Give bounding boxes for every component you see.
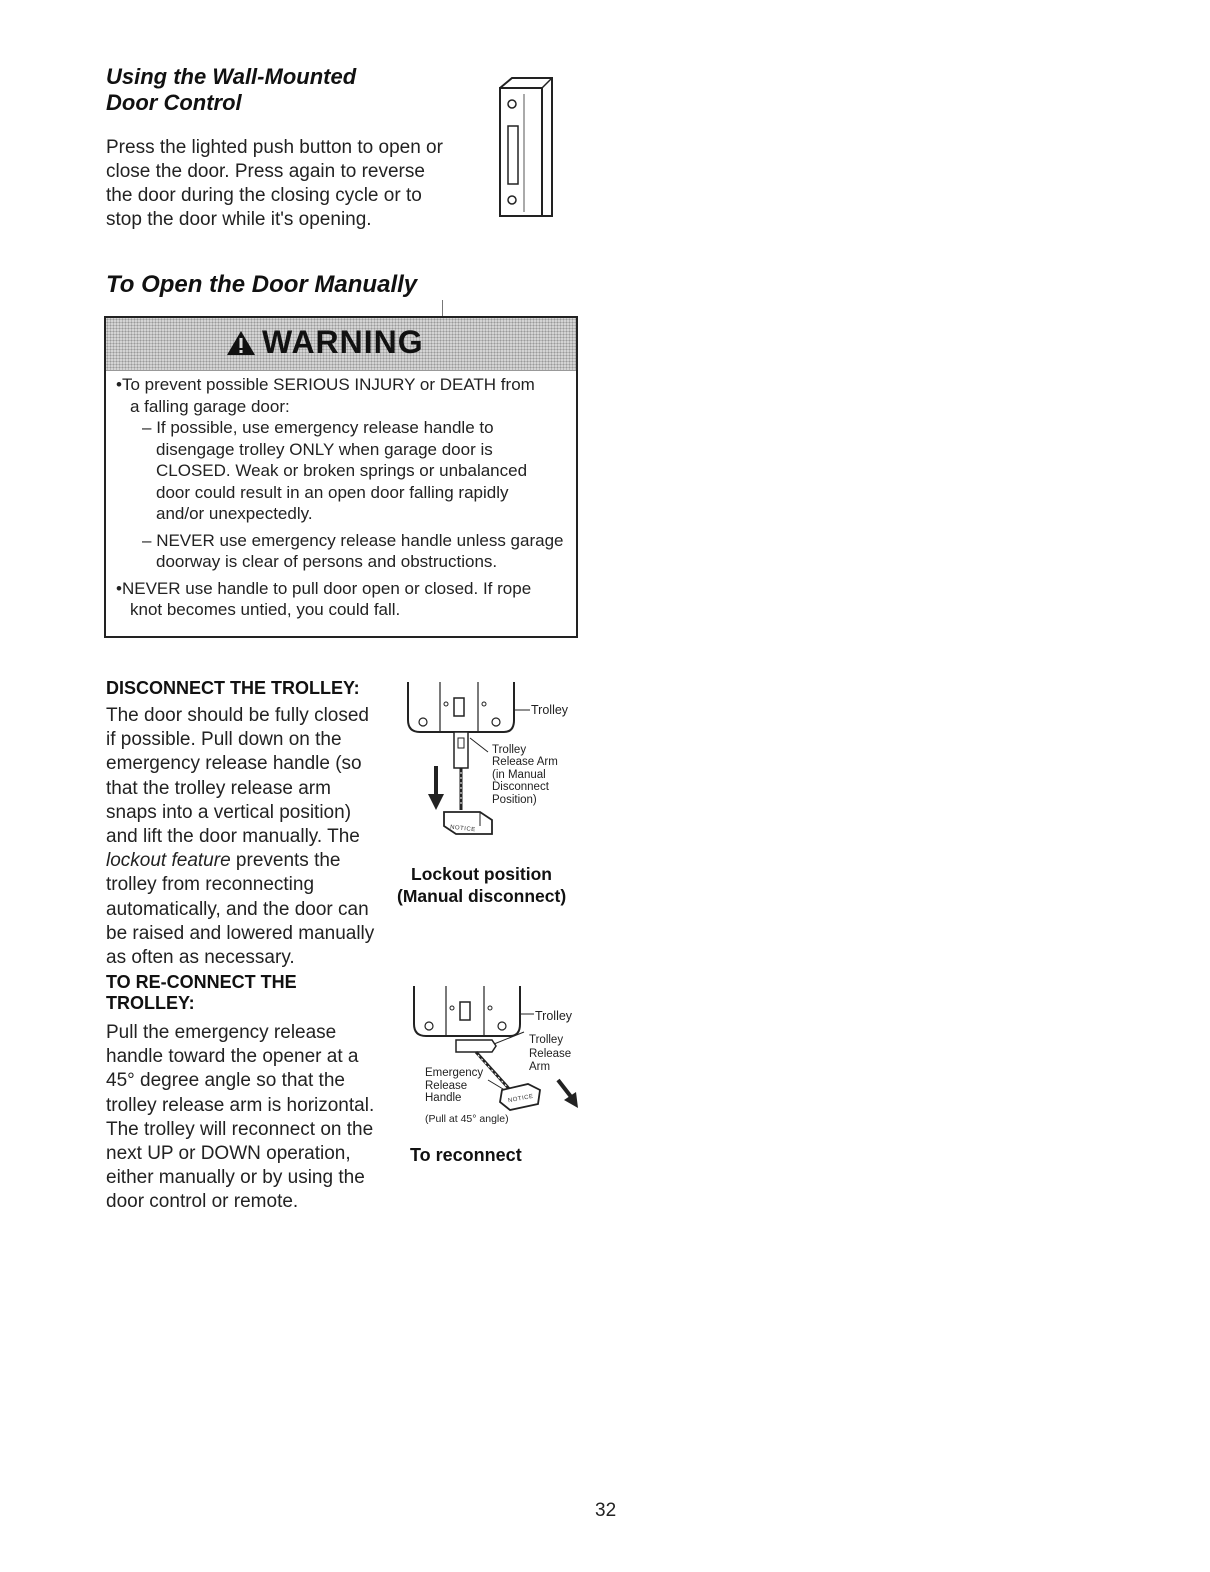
- lockout-handle-text: NOTICE: [449, 824, 476, 834]
- disconnect-line: snaps into a vertical position): [106, 801, 352, 823]
- warning-line: CLOSED. Weak or broken springs or unbalanced: [156, 461, 528, 480]
- bullet-icon: •: [116, 578, 122, 598]
- warning-line: door could result in an open door falling rapidly: [156, 482, 509, 502]
- reconnect-line: trolley release arm is horizontal.: [106, 1094, 375, 1116]
- reconnect-label-handle-line: Handle: [425, 1092, 462, 1104]
- warning-subitem: [116, 530, 566, 573]
- warning-line: and/or unexpectedly.: [156, 504, 313, 523]
- lockout-label-arm: [492, 744, 558, 806]
- reconnect-heading: [106, 972, 297, 1014]
- reconnect-line: next UP or DOWN operation,: [106, 1143, 351, 1165]
- lockout-label-arm-line: (in Manual: [492, 768, 546, 781]
- disconnect-line: if possible. Pull down on the: [106, 729, 342, 751]
- warning-box: [104, 316, 578, 638]
- reconnect-label-trolley: Trolley: [535, 1009, 573, 1023]
- disconnect-line: trolley from reconnecting: [106, 874, 315, 896]
- dash-icon: –: [142, 418, 157, 437]
- reconnect-line: 45° degree angle so that the: [106, 1070, 345, 1092]
- disconnect-text: [106, 704, 374, 970]
- warning-line: To prevent possible SERIOUS INJURY or DEATH from: [121, 375, 535, 394]
- reconnect-handle-text: NOTICE: [507, 1093, 534, 1105]
- lockout-label-arm-line: Disconnect: [492, 781, 549, 794]
- warning-subitem: [116, 417, 566, 525]
- reconnect-label-arm-line: Trolley: [529, 1034, 564, 1046]
- reconnect-label-arm-line: Arm: [529, 1061, 551, 1073]
- disconnect-line: The door should be fully closed: [106, 705, 369, 726]
- wall-control-line: the door during the closing cycle or to: [106, 185, 422, 206]
- wall-control-heading: [106, 64, 356, 116]
- warning-banner: [106, 318, 576, 371]
- warning-line: NEVER use emergency release handle unless garage: [156, 530, 564, 550]
- warning-line: disengage trolley ONLY when garage door is: [156, 439, 493, 459]
- disconnect-line: that the trolley release arm: [106, 777, 331, 799]
- warning-line: doorway is clear of persons and obstructions.: [156, 552, 498, 571]
- heading-rule: [442, 300, 443, 316]
- lockout-caption-line2: (Manual disconnect): [397, 886, 567, 906]
- dash-icon: –: [142, 530, 157, 550]
- reconnect-label-arm: [529, 1034, 571, 1075]
- reconnect-line: either manually or by using the: [106, 1167, 365, 1189]
- wall-control-line: stop the door while it's opening.: [106, 209, 372, 230]
- door-control-illustration: [494, 74, 560, 220]
- wall-control-line: close the door. Press again to reverse: [106, 161, 425, 182]
- disconnect-line-rest: prevents the: [230, 850, 341, 872]
- reconnect-heading-line2: TROLLEY:: [106, 993, 195, 1013]
- warning-title-text: WARNING: [262, 324, 424, 360]
- lockout-feature-term: lockout feature: [106, 850, 231, 872]
- reconnect-line: Pull the emergency release: [106, 1022, 337, 1043]
- lockout-label-arm-line: Release Arm: [492, 756, 558, 769]
- reconnect-label-pull: (Pull at 45° angle): [425, 1113, 509, 1125]
- disconnect-line: be raised and lowered manually: [106, 922, 375, 944]
- wall-control-heading-line2: Door Control: [106, 90, 242, 115]
- wall-control-text: [106, 136, 443, 232]
- reconnect-label-arm-line: Release: [529, 1047, 572, 1060]
- disconnect-line: automatically, and the door can: [106, 898, 369, 920]
- disconnect-line: emergency release handle (so: [106, 753, 362, 775]
- reconnect-label-handle-line: Emergency: [425, 1067, 484, 1079]
- warning-list: [116, 374, 566, 621]
- reconnect-label-handle: [425, 1067, 483, 1105]
- disconnect-heading: DISCONNECT THE TROLLEY:: [106, 678, 360, 698]
- lockout-caption-line1: Lockout position: [411, 864, 552, 884]
- disconnect-line: as often as necessary.: [106, 947, 295, 969]
- warning-bullet: [116, 374, 566, 417]
- manual-heading: To Open the Door Manually: [106, 271, 418, 298]
- disconnect-line: [106, 849, 374, 873]
- warning-line: NEVER use handle to pull door open or closed. If rope: [121, 578, 532, 598]
- wall-control-line: Press the lighted push button to open or: [106, 137, 443, 158]
- bullet-icon: •: [116, 375, 122, 394]
- warning-title: [226, 324, 424, 361]
- lockout-label-arm-line: Trolley: [492, 744, 527, 756]
- reconnect-line: handle toward the opener at a: [106, 1046, 359, 1068]
- warning-triangle-icon: [226, 330, 256, 356]
- lockout-label-trolley: Trolley: [531, 703, 569, 717]
- reconnect-line: door control or remote.: [106, 1191, 299, 1213]
- warning-line: If possible, use emergency release handle to: [156, 418, 494, 437]
- reconnect-heading-line1: TO RE-CONNECT THE: [106, 972, 297, 992]
- wall-control-heading-line1: Using the Wall-Mounted: [106, 64, 357, 89]
- reconnect-line: The trolley will reconnect on the: [106, 1118, 374, 1140]
- lockout-label-arm-line: Position): [492, 793, 537, 806]
- disconnect-line: and lift the door manually. The: [106, 826, 360, 848]
- warning-line: knot becomes untied, you could fall.: [130, 600, 401, 619]
- page-number: 32: [595, 1500, 617, 1521]
- reconnect-text: [106, 1021, 374, 1215]
- lockout-caption: [397, 863, 567, 907]
- warning-bullet: [116, 578, 566, 621]
- reconnect-caption: To reconnect: [410, 1145, 522, 1165]
- warning-line: a falling garage door:: [130, 396, 290, 416]
- reconnect-label-handle-line: Release: [425, 1079, 468, 1092]
